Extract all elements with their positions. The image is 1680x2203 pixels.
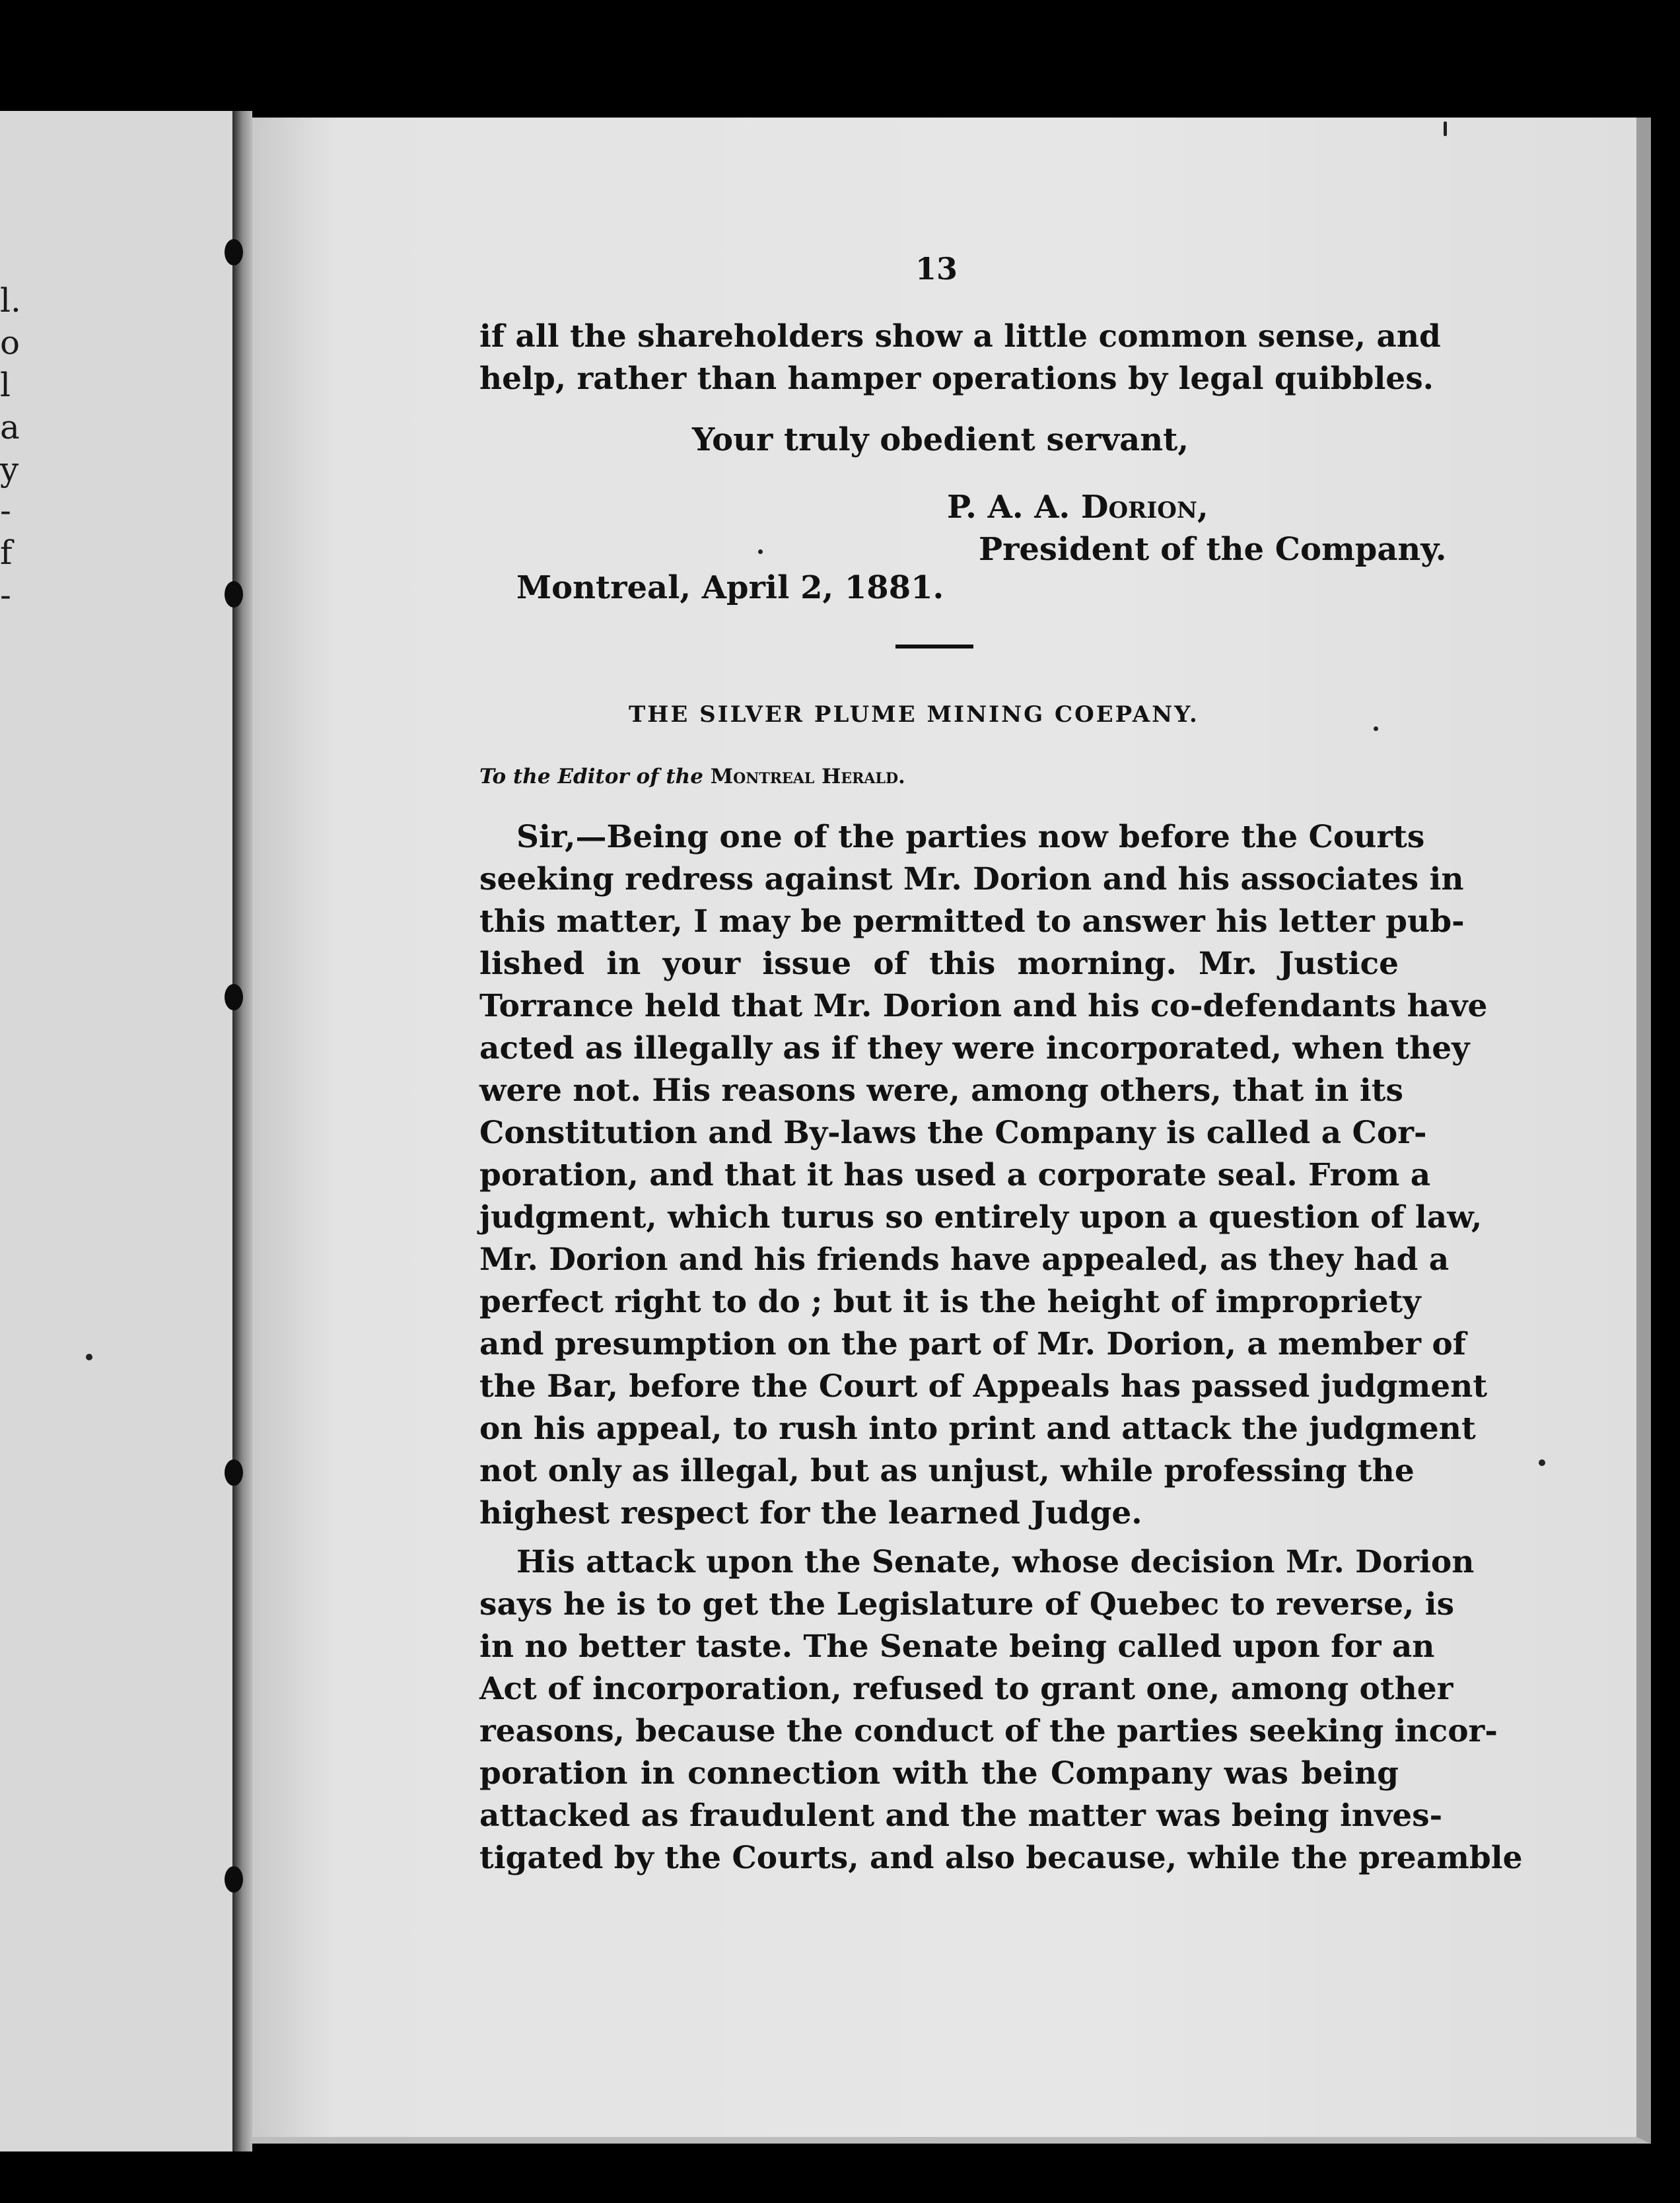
salutation-prefix: To the Editor of the (479, 765, 703, 788)
place-date: Montreal, April 2, 1881. (516, 569, 944, 606)
left-facing-page (0, 111, 236, 2151)
scan-speck (758, 549, 763, 554)
body-line: Act of incorporation, refused to grant one, among other (479, 1671, 1453, 1707)
body-line: help, rather than hamper operations by legal quibbles. (479, 361, 1434, 397)
body-line: the Bar, before the Court of Appeals has passed judgment (479, 1368, 1488, 1405)
left-page-fragment: f (0, 534, 13, 572)
left-page-fragment: l (0, 366, 11, 404)
body-line: not only as illegal, but as unjust, while professing the (479, 1453, 1415, 1489)
scan-speck (1444, 122, 1447, 136)
body-line: this matter, I may be permitted to answer his letter pub- (479, 903, 1465, 940)
body-line: tigated by the Courts, and also because, while the preamble (479, 1840, 1523, 1876)
binding-stitch (225, 581, 243, 608)
left-page-fragment: l. (0, 281, 21, 320)
left-page-fragment: - (0, 576, 11, 614)
body-line: Sir,—Being one of the parties now before the Courts (516, 819, 1425, 855)
body-line: were not. His reasons were, among others, that in its (479, 1072, 1403, 1109)
body-line: Torrance held that Mr. Dorion and his co-defendants have (479, 988, 1488, 1024)
letter-heading: THE SILVER PLUME MINING COEPANY. (629, 701, 1199, 728)
signature-name: P. A. A. Dorion, (947, 489, 1208, 526)
body-line: seeking redress against Mr. Dorion and his associates in (479, 861, 1464, 897)
body-line: reasons, because the conduct of the parties seeking incor- (479, 1713, 1498, 1749)
left-page-fragment: - (0, 491, 11, 530)
body-line: perfect right to do ; but it is the height of impropriety (479, 1284, 1421, 1320)
salutation-newspaper: Montreal Herald. (710, 765, 905, 788)
binding-stitch (225, 1459, 243, 1486)
body-line: in no better taste. The Senate being called upon for an (479, 1628, 1435, 1665)
body-line: on his appeal, to rush into print and attack the judgment (479, 1411, 1476, 1447)
signature-title: President of the Company. (979, 531, 1447, 568)
left-page-fragment: y (0, 450, 19, 489)
valediction: Your truly obedient servant, (692, 421, 1189, 458)
body-line: lished in your issue of this morning. Mr. Justice (479, 946, 1399, 982)
body-line: Mr. Dorion and his friends have appealed, as they had a (479, 1241, 1450, 1278)
left-page-fragment: o (0, 324, 20, 362)
binding-stitch (225, 239, 243, 265)
scan-speck (1374, 726, 1378, 731)
body-line: highest respect for the learned Judge. (479, 1495, 1142, 1531)
body-line: poration, and that it has used a corporate seal. From a (479, 1157, 1431, 1193)
body-line: and presumption on the part of Mr. Dorion, a member of (479, 1326, 1466, 1362)
body-line: if all the shareholders show a little common sense, and (479, 318, 1441, 355)
page-number: 13 (915, 251, 958, 287)
body-line: poration in connection with the Company was being (479, 1755, 1399, 1792)
salutation (479, 765, 905, 788)
scan-speck (1539, 1459, 1545, 1466)
scan-speck (86, 1354, 92, 1360)
body-line: attacked as fraudulent and the matter was being inves- (479, 1798, 1443, 1834)
body-line: His attack upon the Senate, whose decision Mr. Dorion (516, 1544, 1475, 1580)
book-spine (232, 111, 252, 2151)
binding-stitch (225, 1866, 243, 1893)
section-divider (895, 645, 973, 648)
body-line: acted as illegally as if they were incorporated, when they (479, 1030, 1470, 1067)
left-page-fragment: a (0, 408, 20, 446)
binding-stitch (225, 984, 243, 1010)
body-line: says he is to get the Legislature of Quebec to reverse, is (479, 1586, 1455, 1623)
body-line: Constitution and By-laws the Company is called a Cor- (479, 1115, 1427, 1151)
body-line: judgment, which turus so entirely upon a question of law, (479, 1199, 1483, 1236)
